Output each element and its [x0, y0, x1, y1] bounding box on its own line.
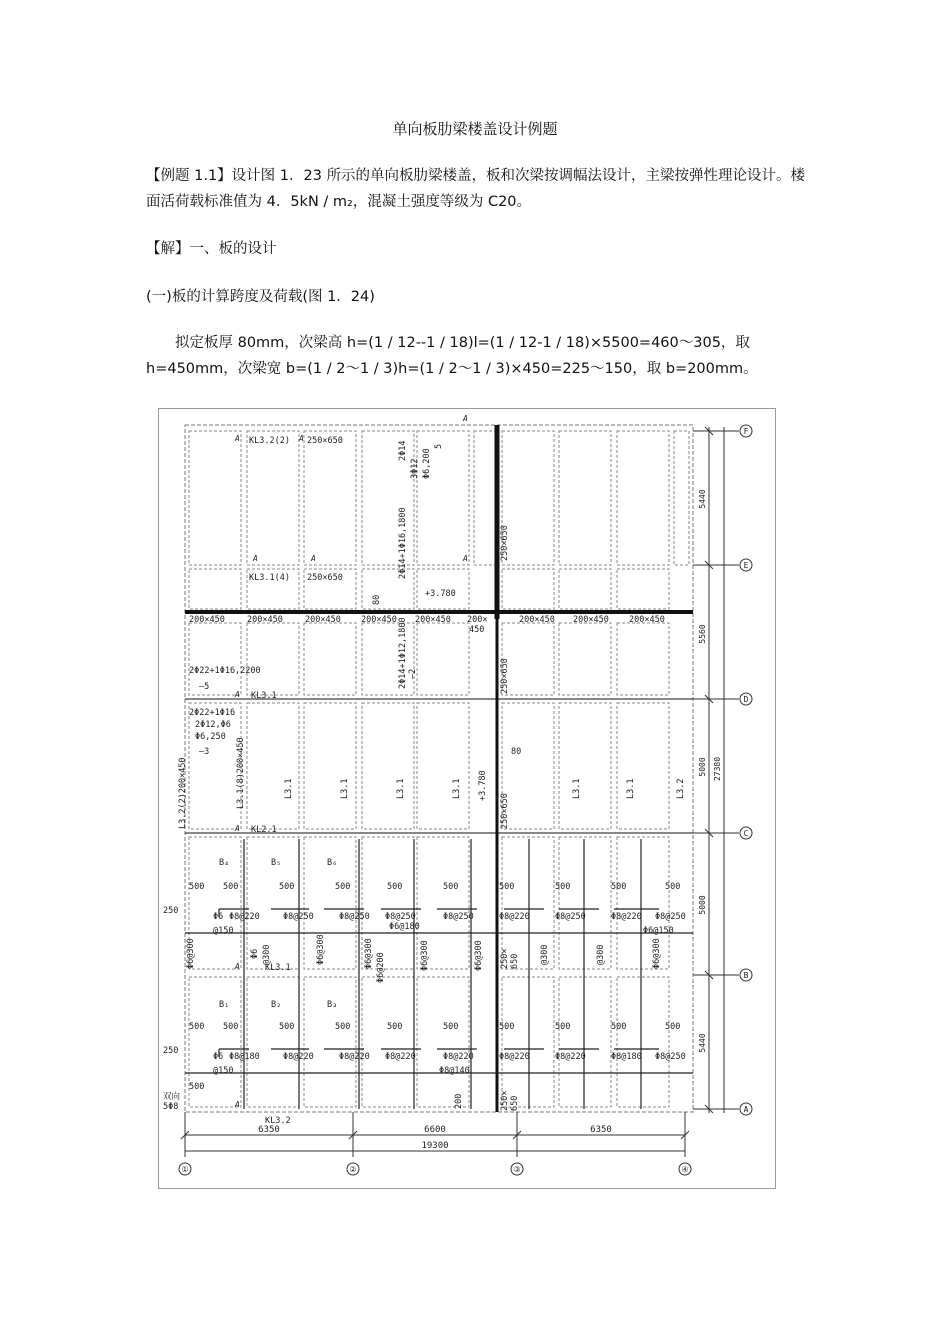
label-r8180-1: Φ8@180: [229, 1052, 260, 1062]
axis-bubbles: [179, 425, 752, 1175]
label-bar4: 5: [434, 443, 444, 449]
label-500-d6: 500: [443, 1022, 459, 1032]
label-500-c10: 500: [665, 882, 681, 892]
label-200x450-7: 200×450: [573, 615, 609, 625]
label-r8220-5: Φ8@220: [339, 1052, 370, 1062]
axis-label-3: ③: [513, 1165, 521, 1174]
dim-bay-CB: 5000: [698, 895, 707, 915]
section-mark-a-4: A: [253, 554, 258, 563]
label-b3: B₃: [327, 1000, 338, 1010]
label-500-d3: 500: [279, 1022, 295, 1032]
section-heading: (一)板的计算跨度及荷载(图 1．24): [146, 289, 375, 305]
label-200x450-2: 200×450: [247, 615, 283, 625]
label-r6180: Φ6@180: [389, 922, 420, 932]
axis-label-4: ④: [681, 1165, 689, 1174]
label-elevation-top: +3.780: [425, 589, 456, 599]
label-450: 450: [469, 625, 485, 635]
label-elevation-mid: +3.780: [478, 770, 488, 801]
label-bar2: 3Φ12: [410, 458, 420, 479]
label-b5: B₅: [271, 858, 282, 868]
label-l31-e: L3.1: [572, 778, 582, 799]
label-5phi8: 5Φ8: [163, 1102, 179, 1112]
label-200x450-6: 200×450: [519, 615, 555, 625]
section-mark-a-6: A: [463, 554, 468, 563]
axis-label-E: E: [743, 561, 749, 570]
label-bar6: 2Φ22+1Φ16,2200: [189, 666, 261, 676]
label-250x650-top: 250×650: [307, 436, 343, 446]
label-l31-c: L3.1: [396, 778, 406, 799]
dim-span-1: 6350: [258, 1125, 280, 1135]
slab-panels: [189, 431, 689, 1107]
label-250-upper: 250: [163, 906, 179, 916]
label-r8220-9: Φ8@220: [555, 1052, 586, 1062]
label-kl31b: KL3.1: [265, 963, 291, 973]
solution-heading: 【解】一、板的设计: [146, 241, 277, 257]
label-200x450-1: 200×450: [189, 615, 225, 625]
label-b6: B₆: [327, 858, 338, 868]
label-r6300-4: Φ6@300: [420, 940, 430, 971]
label-500-c9: 500: [611, 882, 627, 892]
label-500-c2: 500: [223, 882, 239, 892]
dim-bay-FE: 5440: [698, 489, 707, 509]
label-250x650-vert-1: 250×650: [500, 525, 510, 561]
label-bar8: 2Φ14+1Φ12,1800: [398, 617, 408, 689]
label-500-d9: 500: [611, 1022, 627, 1032]
label-r6200: Φ6@200: [376, 952, 386, 983]
axis-label-A: A: [743, 1105, 749, 1114]
example-statement: 【例题 1.1】设计图 1．23 所示的单向板肋梁楼盖，板和次梁按调幅法设计，主梁按弹性理论设计。楼面活荷载标准值为 4．5kN / m₂，混凝土强度等级为 C20。: [146, 168, 806, 210]
label-l31-8: L3.1(8)200×450: [236, 737, 246, 809]
floor-plan-drawing: [159, 409, 777, 1190]
section-mark-a-10: A: [235, 1100, 240, 1109]
label-r6300-2: Φ6@300: [316, 934, 326, 965]
label-bar13: —3: [199, 747, 210, 757]
label-v80-top: 80: [372, 594, 382, 605]
label-500-c1: 500: [189, 882, 205, 892]
label-bar10: 2Φ22+1Φ16: [189, 708, 236, 718]
label-500-c4: 500: [335, 882, 351, 892]
label-l31-a: L3.1: [284, 778, 294, 799]
label-500-c5: 500: [387, 882, 403, 892]
label-b1: B₁: [219, 1000, 230, 1010]
axis-label-C: C: [743, 829, 749, 838]
label-at300-1: @300: [262, 944, 272, 965]
label-250-lower: 250: [163, 1046, 179, 1056]
label-500-d2: 500: [223, 1022, 239, 1032]
label-r8220-1: Φ8@220: [229, 912, 260, 922]
section-mark-a-1: A: [235, 434, 240, 443]
label-500-c7: 500: [499, 882, 515, 892]
label-bar11: 2Φ12,Φ6: [195, 720, 231, 730]
dim-total-right: 27380: [713, 756, 722, 782]
label-500-d7: 500: [499, 1022, 515, 1032]
label-250x-lower: 250×: [500, 948, 510, 969]
label-500-d4: 500: [335, 1022, 351, 1032]
dim-span-2: 6600: [424, 1125, 446, 1135]
label-r6300-6: Φ6@300: [652, 938, 662, 969]
label-at150-upper: @150: [213, 926, 234, 936]
label-250x650-mid: 250×650: [307, 573, 343, 583]
label-200x450-4: 200×450: [361, 615, 397, 625]
label-500-d8: 500: [555, 1022, 571, 1032]
label-bar12: Φ6,250: [195, 732, 226, 742]
label-kl31: KL3.1: [251, 691, 277, 701]
label-500-c6: 500: [443, 882, 459, 892]
label-kl32: KL3.2(2): [249, 436, 290, 446]
label-l31-f: L3.1: [626, 778, 636, 799]
label-650-bottom: 650: [510, 1095, 520, 1111]
label-bar3: Φ6,200: [422, 448, 432, 479]
label-l32-2: L3.2(2)200×450: [178, 757, 188, 829]
label-phi6-vert: Φ6: [250, 948, 260, 959]
dim-span-3: 6350: [590, 1125, 612, 1135]
label-l31-d: L3.1: [452, 778, 462, 799]
label-at300-2: @300: [540, 944, 550, 965]
label-r8220-7: Φ8@220: [443, 1052, 474, 1062]
label-200x450-5: 200×450: [415, 615, 451, 625]
axis-label-2: ②: [349, 1165, 357, 1174]
label-kl31-4: KL3.1(4): [249, 573, 290, 583]
label-r8250-2: Φ8@250: [339, 912, 370, 922]
slab-assumption-paragraph: 拟定板厚 80mm，次梁高 h=(1 / 12--1 / 18)l=(1 / 12-1 / 18)×5500=460～305，取 h=450mm，次梁宽 b=(1 / 2～1 / 3)h=(1 / 2～1 / 3)×450=225～150，取 b=200mm。: [146, 335, 758, 377]
dim-bay-DC: 5000: [698, 757, 707, 777]
label-200x: 200×: [467, 615, 488, 625]
label-500-d5: 500: [387, 1022, 403, 1032]
label-bar7: —5: [199, 682, 210, 692]
floor-plan-figure: [158, 408, 776, 1189]
section-mark-a-3: A: [299, 434, 304, 443]
label-l31-b: L3.1: [340, 778, 350, 799]
label-r8220-8: Φ8@220: [499, 1052, 530, 1062]
label-200x450-8: 200×450: [629, 615, 665, 625]
label-bar1: 2Φ14+1Φ16,1800: [398, 507, 408, 579]
label-r8220-2: Φ8@220: [499, 912, 530, 922]
label-phi6-lower: Φ6: [213, 1052, 224, 1062]
axis-label-D: D: [743, 695, 749, 704]
label-phi6-upper: Φ6: [213, 912, 224, 922]
label-b2: B₂: [271, 1000, 282, 1010]
label-bar9: —2: [408, 668, 418, 679]
label-r8250-1: Φ8@250: [283, 912, 314, 922]
label-200x450-3: 200×450: [305, 615, 341, 625]
label-650-lower: 650: [510, 953, 520, 969]
label-500-d1: 500: [189, 1022, 205, 1032]
label-500-c3: 500: [279, 882, 295, 892]
label-r8220-3: Φ8@220: [611, 912, 642, 922]
label-r8250-5: Φ8@250: [555, 912, 586, 922]
label-r8250-4: Φ8@250: [443, 912, 474, 922]
axis-label-B: B: [743, 971, 749, 980]
label-kl21: KL2.1: [251, 825, 277, 835]
label-r8220-6: Φ8@220: [385, 1052, 416, 1062]
label-b4: B₄: [219, 858, 230, 868]
axis-label-1: ①: [181, 1165, 189, 1174]
label-l32: L3.2: [676, 778, 686, 799]
label-shuangxiang: 双向: [163, 1092, 181, 1102]
label-r8220-4: Φ8@220: [283, 1052, 314, 1062]
section-mark-a-2: A: [463, 414, 468, 423]
axis-label-F: F: [743, 427, 749, 436]
label-r6150: Φ6@150: [643, 926, 674, 936]
label-250x-bottom: 250×: [500, 1090, 510, 1111]
label-r8140: Φ8@140: [439, 1066, 470, 1076]
label-r6300-3: Φ6@300: [364, 938, 374, 969]
dim-bay-ED: 5560: [698, 624, 707, 644]
section-mark-a-5: A: [311, 554, 316, 563]
label-r8180-2: Φ8@180: [611, 1052, 642, 1062]
label-bar5: 2Φ14: [398, 440, 408, 461]
label-250x650-vert-2: 250×650: [500, 658, 510, 694]
dim-bay-BA: 5440: [698, 1033, 707, 1053]
label-200-bottom: 200: [454, 1093, 464, 1109]
label-r8250-7: Φ8@250: [655, 1052, 686, 1062]
section-mark-a-8: A: [235, 824, 240, 833]
dim-total-bottom: 19300: [421, 1141, 449, 1151]
section-mark-a-9: A: [235, 962, 240, 971]
label-v80: 80: [511, 747, 522, 757]
label-kl32b: KL3.2: [265, 1116, 291, 1126]
section-mark-a-7: A: [235, 690, 240, 699]
label-at150-lower: @150: [213, 1066, 234, 1076]
label-r6300-5: Φ6@300: [474, 940, 484, 971]
label-250x650-vert-3: 250×650: [500, 793, 510, 829]
label-at300-3: @300: [596, 944, 606, 965]
label-r6300-1: Φ6@300: [186, 938, 196, 969]
label-500-c8: 500: [555, 882, 571, 892]
label-500-d10: 500: [665, 1022, 681, 1032]
label-r8250-3: Φ8@250: [385, 912, 416, 922]
label-500-corner: 500: [189, 1082, 205, 1092]
label-r8250-6: Φ8@250: [655, 912, 686, 922]
document-title: 单向板肋梁楼盖设计例题: [392, 120, 558, 138]
